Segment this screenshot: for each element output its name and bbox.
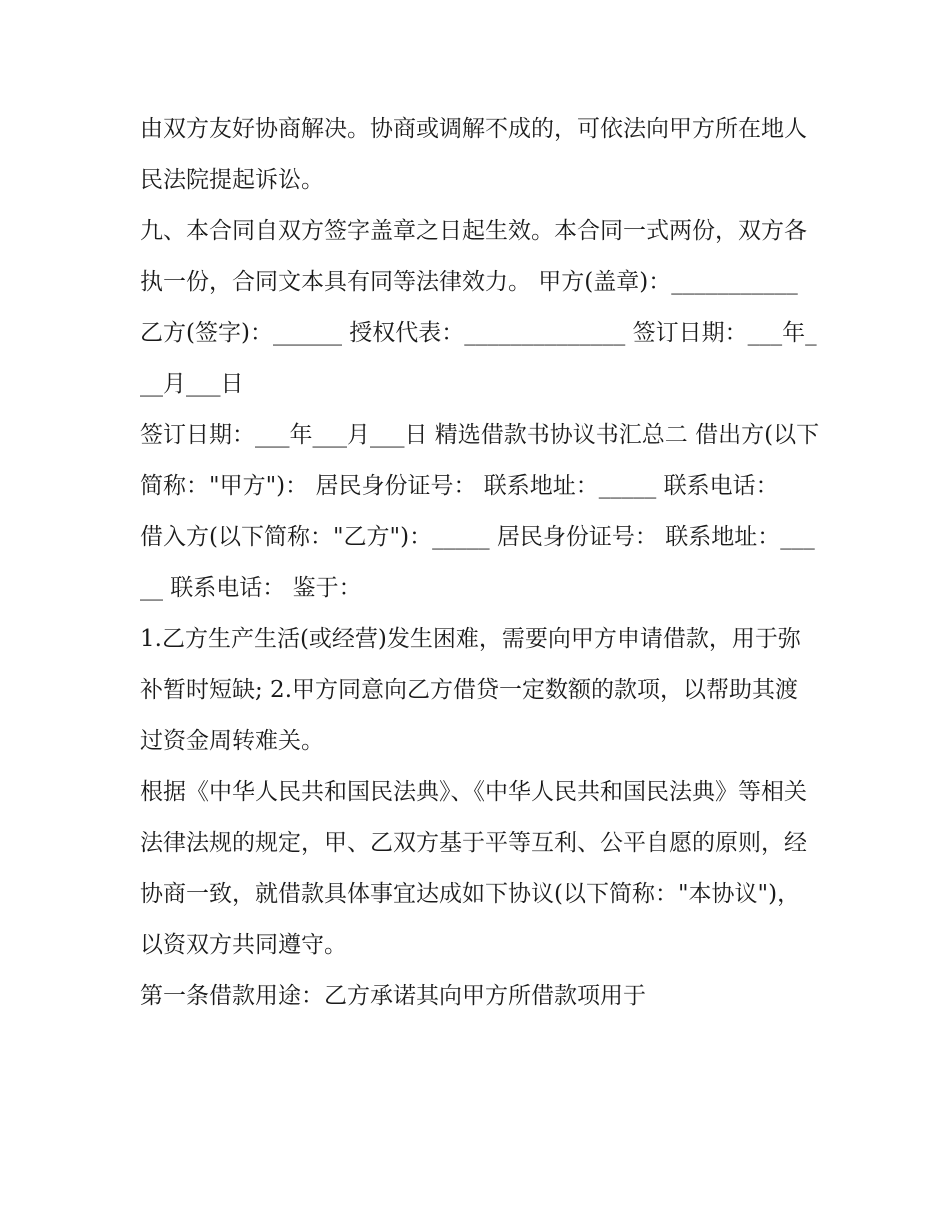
paragraph-lender-info: 签订日期：___年___月___日 精选借款书协议书汇总二 借出方(以下简称："甲方")： 居民身份证号： 联系地址：_____ 联系电话： — [140, 422, 820, 499]
paragraph-borrower-info: 借入方(以下简称："乙方")：_____ 居民身份证号： 联系地址：_____ 联系电话： 鉴于： — [140, 524, 815, 601]
paragraph-whereas-clauses: 1.乙方生产生活(或经营)发生困难，需要向甲方申请借款，用于弥补暂时短缺; 2.甲方同意向乙方借贷一定数额的款项，以帮助其渡过资金周转难关。 — [140, 626, 801, 754]
paragraph-article-nine: 九、本合同自双方签字盖章之日起生效。本合同一式两份，双方各执一份，合同文本具有同等法律效力。 甲方(盖章)：___________ — [140, 218, 807, 295]
paragraph-legal-basis: 根据《中华人民共和国民法典》、《中华人民共和国民法典》等相关法律法规的规定，甲、乙双方基于平等互利、公平自愿的原则，经协商一致，就借款具体事宜达成如下协议(以下简称："本协议")，以资双方共同遵守。 — [140, 779, 807, 958]
paragraph-dispute-resolution: 由双方友好协商解决。协商或调解不成的，可依法向甲方所在地人民法院提起诉讼。 — [140, 116, 807, 193]
document-body — [140, 104, 820, 1022]
paragraph-party-b-signature: 乙方(签字)：______ 授权代表：______________ 签订日期：___年___月___日 — [140, 320, 817, 397]
paragraph-article-one-purpose: 第一条借款用途：乙方承诺其向甲方所借款项用于 — [140, 983, 646, 1009]
